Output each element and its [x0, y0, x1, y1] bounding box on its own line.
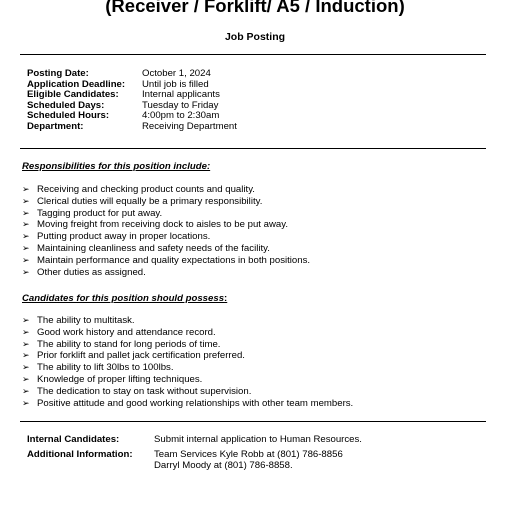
arrow-bullet-icon: ➢: [22, 242, 30, 253]
list-item-text: Maintain performance and quality expectations in both positions.: [37, 254, 311, 266]
list-item: [22, 327, 353, 339]
list-item: [22, 362, 353, 374]
list-item-text: Good work history and attendance record.: [37, 326, 216, 338]
list-item-text: Maintaining cleanliness and safety needs of the facility.: [37, 242, 270, 254]
list-item: [22, 315, 353, 327]
list-item-text: Prior forklift and pallet jack certification preferred.: [37, 350, 245, 362]
arrow-bullet-icon: ➢: [22, 315, 30, 325]
list-item-text: Moving freight from receiving dock to aisles to be put away.: [37, 219, 288, 231]
arrow-bullet-icon: ➢: [22, 184, 30, 194]
list-item: [22, 374, 353, 386]
contact-line: Team Services Kyle Robb at (801) 786-8856: [154, 448, 343, 460]
list-item-text: The ability to stand for long periods of time.: [37, 338, 221, 350]
qualifications-heading-colon: :: [224, 293, 228, 304]
arrow-bullet-icon: ➢: [22, 207, 30, 218]
list-item-text: The dedication to stay on task without supervision.: [37, 385, 252, 397]
contact-info: [27, 434, 362, 472]
arrow-bullet-icon: ➢: [22, 373, 30, 384]
document-title: (Receiver / Forklift/ A5 / Induction): [105, 0, 405, 16]
list-item: [22, 243, 310, 255]
list-item: [22, 255, 310, 267]
arrow-bullet-icon: ➢: [22, 219, 30, 230]
responsibilities-heading: Responsibilities for this position include:: [22, 161, 211, 172]
list-item: [22, 184, 310, 196]
arrow-bullet-icon: ➢: [22, 338, 30, 349]
list-item: [22, 267, 310, 279]
contact-row: [27, 446, 362, 472]
contact-line: Darryl Moody at (801) 786-8858.: [154, 460, 293, 472]
list-item-text: Knowledge of proper lifting techniques.: [37, 373, 203, 385]
detail-value: October 1, 2024: [142, 68, 211, 79]
detail-label: Eligible Candidates:: [27, 89, 119, 101]
arrow-bullet-icon: ➢: [22, 350, 30, 361]
internal-candidates-label: Internal Candidates:: [27, 434, 120, 445]
list-item: [22, 386, 353, 398]
list-item: [22, 196, 310, 208]
list-item-text: Receiving and checking product counts and quality.: [37, 184, 255, 195]
qualifications-heading-text: Candidates for this position should possess: [22, 293, 225, 304]
detail-label: Application Deadline:: [27, 78, 126, 90]
arrow-bullet-icon: ➢: [22, 362, 30, 373]
arrow-bullet-icon: ➢: [22, 231, 30, 242]
list-item-text: Positive attitude and good working relationships with other team members.: [37, 397, 354, 409]
qualifications-heading: [22, 293, 227, 304]
list-item: [22, 208, 310, 220]
arrow-bullet-icon: ➢: [22, 266, 30, 277]
arrow-bullet-icon: ➢: [22, 385, 30, 396]
document-subtitle: Job Posting: [224, 31, 286, 43]
detail-value: Until job is filled: [142, 78, 209, 90]
detail-value: Receiving Department: [142, 120, 237, 132]
detail-row: [27, 69, 237, 80]
list-item-text: The ability to multitask.: [37, 315, 135, 326]
arrow-bullet-icon: ➢: [22, 195, 30, 206]
header-divider: [20, 54, 486, 55]
detail-value: Tuesday to Friday: [142, 99, 219, 111]
list-item-text: Putting product away in proper locations.: [37, 231, 211, 243]
list-item: [22, 350, 353, 362]
list-item: [22, 231, 310, 243]
list-item: [22, 339, 353, 351]
responsibilities-list: [22, 184, 310, 278]
contact-row: [27, 434, 362, 446]
details-divider: [20, 148, 486, 149]
list-item-text: Other duties as assigned.: [37, 266, 146, 278]
arrow-bullet-icon: ➢: [22, 254, 30, 265]
detail-label: Scheduled Days:: [27, 99, 105, 111]
detail-row: [27, 122, 237, 133]
detail-label: Posting Date:: [27, 68, 89, 79]
list-item-text: The ability to lift 30lbs to 100lbs.: [37, 362, 174, 374]
detail-label: Scheduled Hours:: [27, 110, 110, 122]
posting-details: [27, 69, 237, 133]
detail-value: Internal applicants: [142, 89, 220, 101]
list-item: [22, 398, 353, 410]
detail-value: 4:00pm to 2:30am: [142, 110, 220, 122]
list-item-text: Tagging product for put away.: [37, 207, 163, 219]
additional-information-label: Additional Information:: [27, 448, 133, 460]
list-item-text: Clerical duties will equally be a primary responsibility.: [37, 195, 263, 207]
additional-information-value: [154, 446, 362, 472]
detail-label: Department:: [27, 120, 84, 132]
arrow-bullet-icon: ➢: [22, 326, 30, 337]
footer-divider: [20, 421, 486, 422]
internal-candidates-value: Submit internal application to Human Resources.: [154, 434, 362, 445]
list-item: [22, 219, 310, 231]
qualifications-list: [22, 315, 353, 409]
arrow-bullet-icon: ➢: [22, 397, 30, 408]
